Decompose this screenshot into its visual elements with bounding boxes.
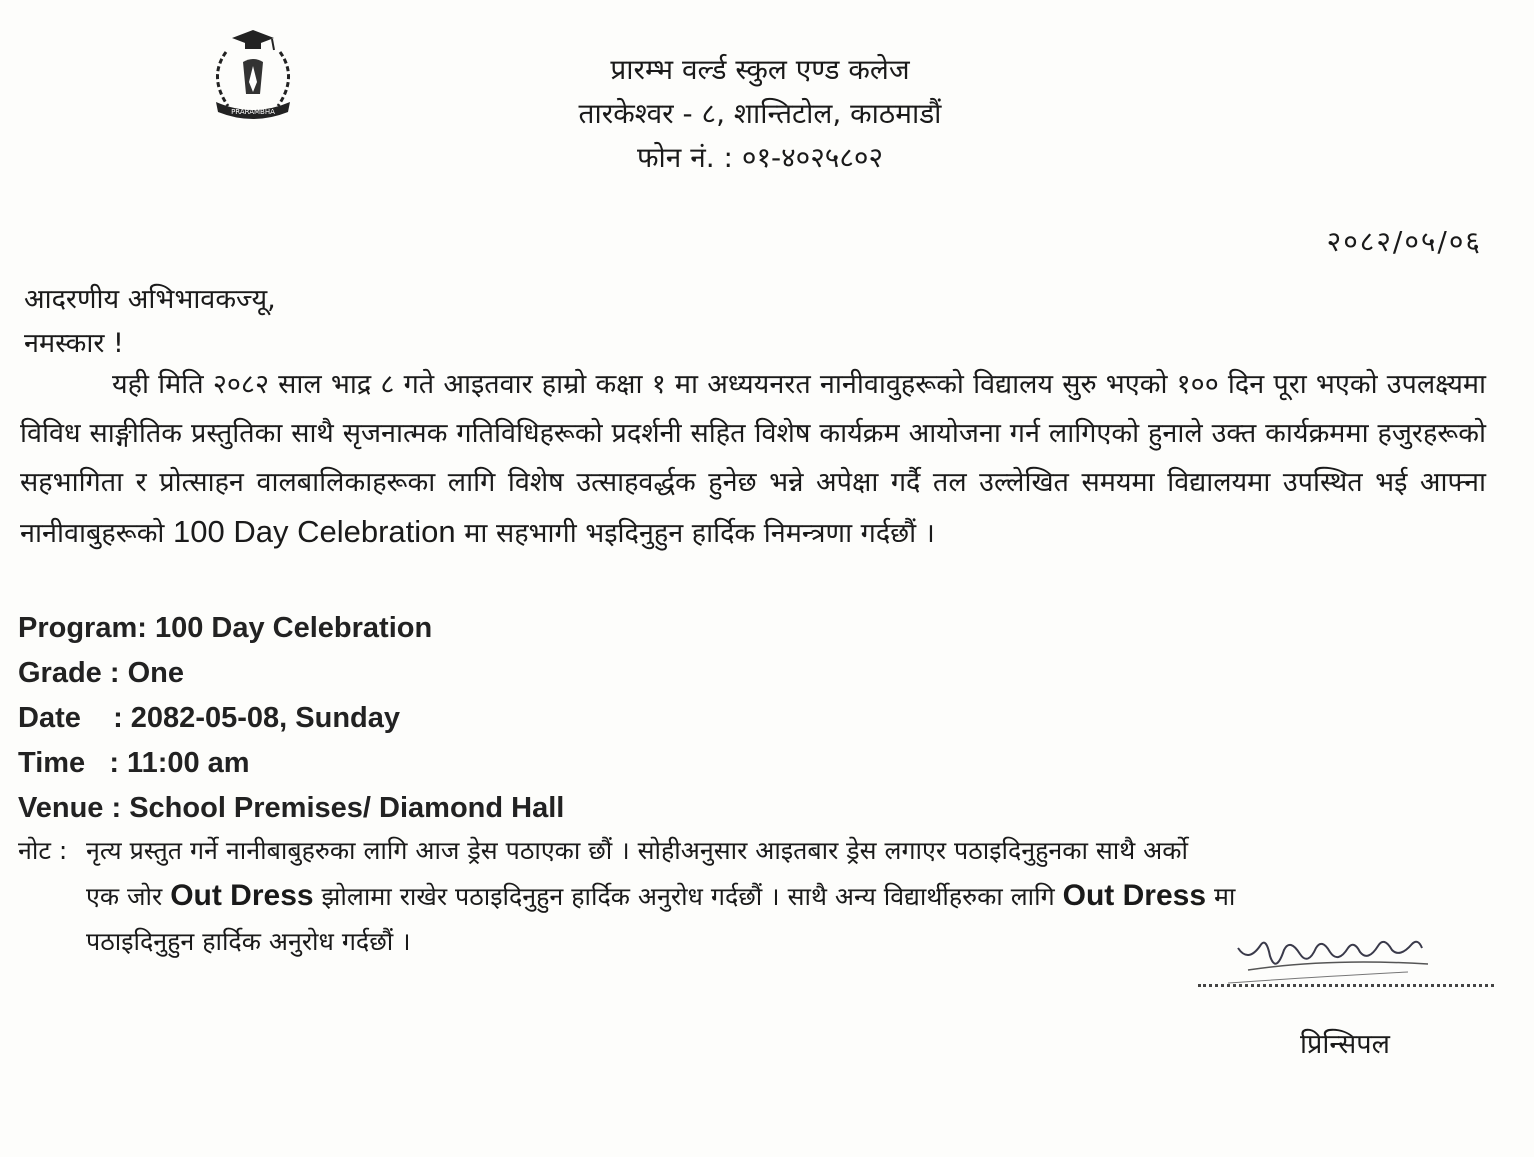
out-dress-1: Out Dress [170, 879, 314, 912]
letterhead [480, 48, 1040, 180]
namaskar: नमस्कार ! [24, 328, 124, 359]
school-name: प्रारम्भ वर्ल्ड स्कुल एण्ड कलेज [610, 53, 910, 86]
principal-title: प्रिन्सिपल [1300, 1029, 1390, 1060]
note-line-1 [18, 828, 1438, 873]
detail-venue: Venue : School Premises/ Diamond Hall [18, 792, 565, 824]
note-line-3: पठाइदिनुहुन हार्दिक अनुरोध गर्दछौं । [86, 927, 411, 956]
event-details [18, 606, 564, 831]
letter-date: २०८२/०५/०६ [1326, 225, 1482, 258]
school-address: तारकेश्वर - ८, शान्तिटोल, काठमाडौं [578, 97, 942, 130]
note-text-4: मा [1213, 882, 1236, 911]
note-text-1: नृत्य प्रस्तुत गर्ने नानीबाबुहरुका लागि आज ड्रेस पठाएका छौं । सोहीअनुसार आइतबार ड्रेस लगाएर पठाइदिनुहुनका साथै अर्को [86, 836, 1188, 865]
body-text: यही मिति २०८२ साल भाद्र ८ गते आइतवार हाम्रो कक्षा १ मा अध्ययनरत नानीवावुहरूको विद्यालय सुरु भएको १०० दिन पूरा भएको उपलक्ष्यमा विविध साङ्गीतिक प्रस्तुतिका साथै सृजनात्मक गतिविधिहरूको प्रदर्शनी सहित विशेष कार्यक्रम आयोजना गर्न लागिएको हुनाले उक्त कार्यक्रममा हजुरहरूको सहभागिता र प्रोत्साहन वालबालिकाहरूका लागि विशेष उत्साहवर्द्धक हुनेछ भन्ने अपेक्षा गर्दै तल उल्लेखित समयमा विद्यालयमा उपस्थित भई आफ्ना नानीवाबुहरूको [20, 369, 1486, 549]
detail-program: Program: 100 Day Celebration [18, 612, 433, 644]
greeting: आदरणीय अभिभावकज्यू, [24, 284, 276, 315]
out-dress-2: Out Dress [1062, 879, 1207, 912]
detail-time: Time : 11:00 am [18, 747, 250, 779]
event-name: 100 Day Celebration [173, 514, 456, 549]
principal-signature [1208, 908, 1438, 988]
signature-scribble [1208, 908, 1438, 988]
detail-date: Date : 2082-05-08, Sunday [18, 702, 400, 734]
note-text-3: झोलामा राखेर पठाइदिनुहुन हार्दिक अनुरोध गर्दछौं । साथै अन्य विद्यार्थीहरुका लागि [321, 882, 1055, 911]
body-tail: मा सहभागी भइदिनुहुन हार्दिक निमन्त्रणा गर्दछौं । [464, 518, 935, 549]
body-paragraph [20, 360, 1486, 558]
svg-text:PRARAMBHA: PRARAMBHA [231, 108, 275, 116]
school-phone: फोन नं. : ०१-४०२५८०२ [636, 141, 884, 174]
salutation [24, 278, 276, 366]
note-text-2: एक जोर [86, 882, 163, 911]
detail-grade: Grade : One [18, 657, 184, 689]
school-logo [198, 22, 308, 122]
signature-line [1198, 984, 1494, 987]
note-label: नोट : [18, 836, 68, 865]
graduation-cap-laurel-icon [198, 22, 308, 122]
